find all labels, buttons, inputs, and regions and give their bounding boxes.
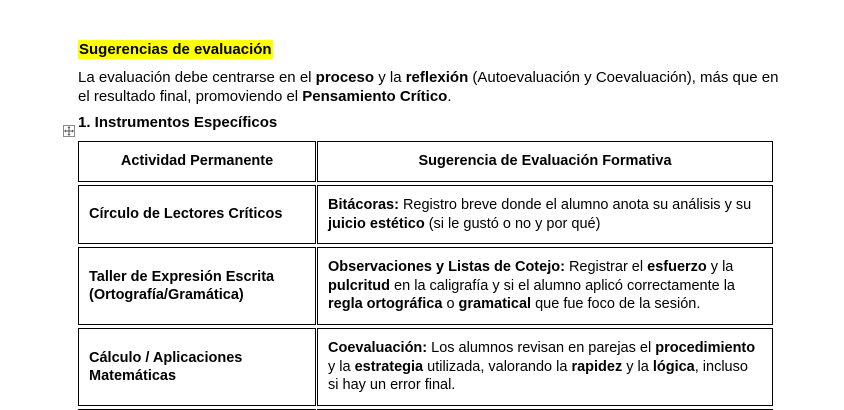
bold-segment: procedimiento [655,340,756,357]
activity-cell: Taller de Expresión Escrita (Ortografía/Gramática) [78,247,316,325]
intro-text: . [447,88,452,105]
text-segment: o [442,296,459,313]
text-segment: en la caligrafía y si el alumno aplicó correctamente la [390,277,735,294]
header-cell-suggestion: Sugerencia de Evaluación Formativa [317,141,773,182]
bold-segment: gramatical [458,296,532,313]
suggestion-text [328,258,762,314]
section-heading-highlighted: Sugerencias de evaluación [79,41,272,58]
text-segment: , incluso si hay un error final. [328,358,748,394]
intro-text: (Autoevaluación y Coevaluación), más que en el resultado final, promoviendo el [78,69,779,105]
intro-bold-term: proceso [315,69,375,86]
activity-cell: Cálculo / Aplicaciones Matemáticas [78,328,316,406]
intro-text: y la [374,69,406,86]
intro-text: La evaluación debe centrarse en el [78,69,316,86]
suggestion-cell [317,185,773,244]
text-segment: y la [622,358,653,375]
bold-segment: lógica [652,358,695,375]
evaluation-table [78,141,773,410]
table-row [78,328,773,406]
bold-segment: pulcritud [328,277,391,294]
bold-segment: Observaciones y Listas de Cotejo: [328,259,565,276]
intro-paragraph [78,68,788,106]
suggestion-text [328,196,762,233]
suggestion-cell [317,247,773,325]
bold-segment: Bitácoras: [328,197,399,213]
table-row [78,185,773,244]
text-segment: Los alumnos revisan en parejas el [427,340,656,357]
intro-bold-term: reflexión [405,69,469,86]
text-segment: Registrar el [564,259,648,276]
section-title: 1. Instrumentos Específicos [78,114,278,131]
text-segment: que fue foco de la sesión. [531,296,701,313]
text-segment: y la [706,259,734,276]
suggestion-text [328,339,762,395]
bold-segment: esfuerzo [647,259,707,276]
text-segment: utilizada, valorando la [423,358,572,375]
bold-segment: juicio estético [328,215,425,232]
bold-segment: Coevaluación: [328,340,428,357]
header-cell-activity: Actividad Permanente [78,141,316,182]
activity-cell: Círculo de Lectores Críticos [78,185,316,244]
table-header-row [78,141,773,182]
bold-segment: rapidez [571,358,623,375]
table-move-handle-icon[interactable] [63,125,75,137]
text-segment: y la [328,358,355,375]
suggestion-cell [317,328,773,406]
text-segment: (si le gustó o no y por qué) [424,215,601,232]
bold-segment: regla ortográfica [328,296,443,313]
text-segment: Registro breve donde el alumno anota su análisis y su [398,197,752,213]
table-row [78,247,773,325]
bold-segment: estrategia [354,358,424,375]
intro-bold-term: Pensamiento Crítico [302,88,448,105]
